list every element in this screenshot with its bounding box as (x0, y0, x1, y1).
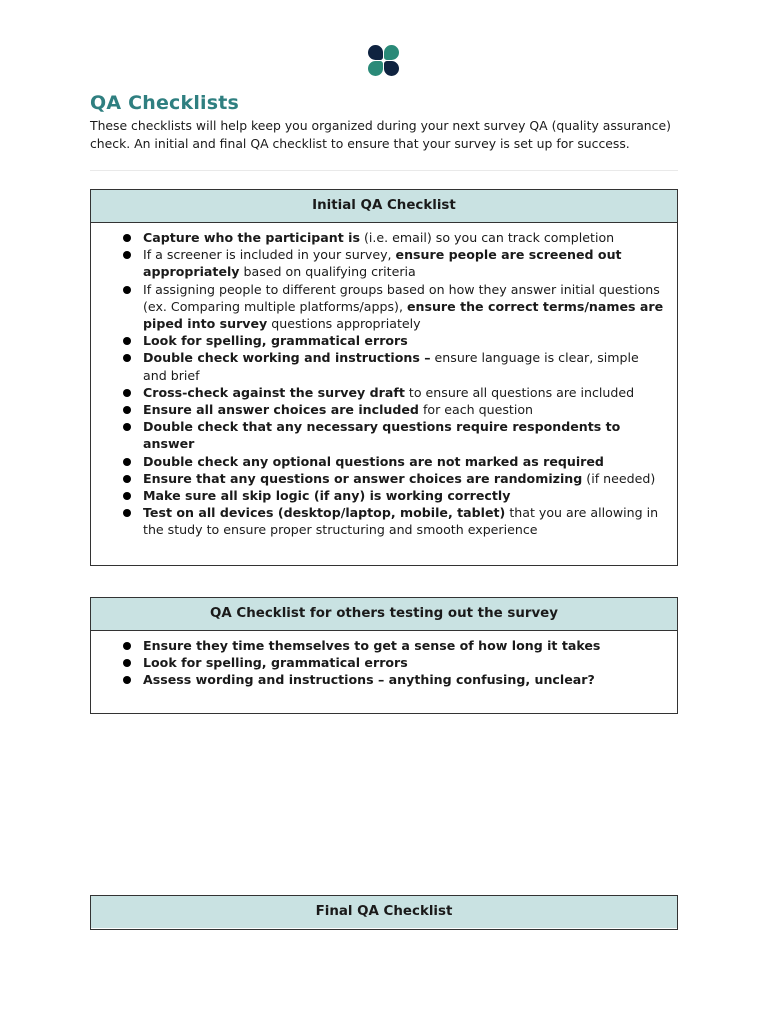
item-bold-text: Cross-check against the survey draft (143, 384, 405, 400)
logo-petal-bottom-right (384, 61, 399, 76)
checklist-item (121, 332, 665, 349)
final-qa-checklist (90, 895, 678, 930)
checklist-item (121, 246, 665, 280)
checklist-item (121, 487, 665, 504)
others-qa-heading: QA Checklist for others testing out the survey (91, 598, 677, 631)
checklist-item (121, 401, 665, 418)
checklist-item (121, 281, 665, 333)
item-bold-text: ensure people are screened out appropriately (143, 247, 622, 280)
item-bold-text: Double check any optional questions are not marked as required (143, 453, 604, 469)
checklist-item (121, 384, 665, 401)
logo-petal-top-left (368, 45, 383, 60)
logo-petal-bottom-left (368, 61, 383, 76)
checklist-item (121, 418, 665, 452)
item-text: that you are allowing in the study to ensure proper structuring and smooth experience (143, 505, 659, 538)
logo-icon (368, 45, 400, 77)
initial-qa-heading: Initial QA Checklist (91, 190, 677, 223)
item-bold-text: ensure the correct terms/names are piped into survey (143, 298, 664, 332)
checklist-item (121, 671, 665, 688)
others-qa-list (91, 631, 677, 689)
item-text: based on qualifying criteria (239, 264, 416, 280)
checklist-item (121, 229, 665, 246)
item-text: questions appropriately (267, 316, 421, 332)
item-bold-text: Ensure all answer choices are included (143, 402, 419, 418)
checklist-item (121, 654, 665, 671)
page-title: QA Checklists (90, 92, 240, 114)
item-bold-text: Double check working and instructions – (143, 350, 431, 366)
initial-qa-checklist (90, 189, 678, 566)
item-text: (if needed) (582, 470, 656, 486)
checklist-item (121, 637, 665, 654)
item-bold-text: Double check that any necessary questions require respondents to answer (143, 419, 621, 452)
item-bold-text: Test on all devices (desktop/laptop, mobile, tablet) (143, 505, 506, 521)
item-bold-text: Look for spelling, grammatical errors (143, 333, 408, 349)
item-bold-text: Ensure they time themselves to get a sense of how long it takes (143, 638, 601, 653)
checklist-item (121, 349, 665, 383)
item-bold-text: Assess wording and instructions – anything confusing, unclear? (143, 672, 595, 688)
item-text: ensure language is clear, simple and brief (143, 350, 639, 383)
logo-petal-top-right (384, 45, 399, 60)
item-text: (i.e. email) so you can track completion (359, 230, 615, 245)
others-qa-checklist (90, 597, 678, 714)
item-text: to ensure all questions are included (404, 384, 635, 400)
item-bold-text: Look for spelling, grammatical errors (143, 655, 408, 671)
intro-paragraph: These checklists will help keep you organized during your next survey QA (quality assurance) check. An initial and final QA checklist to ensure that your survey is set up for success. (90, 118, 671, 151)
item-bold-text: Capture who the participant is (143, 230, 360, 245)
checklist-item (121, 470, 665, 487)
item-bold-text: Ensure that any questions or answer choices are randomizing (143, 470, 583, 486)
checklist-item (121, 504, 665, 538)
item-text: for each question (418, 402, 534, 418)
final-qa-heading: Final QA Checklist (91, 896, 677, 928)
checklist-item (121, 453, 665, 470)
item-bold-text: Make sure all skip logic (if any) is working correctly (143, 488, 511, 504)
initial-qa-list (91, 223, 677, 539)
divider (90, 170, 678, 171)
item-text: If assigning people to different groups based on how they answer initial questions (ex. Comparing multiple platforms/apps), (143, 281, 660, 314)
item-text: If a screener is included in your survey, (143, 247, 396, 263)
